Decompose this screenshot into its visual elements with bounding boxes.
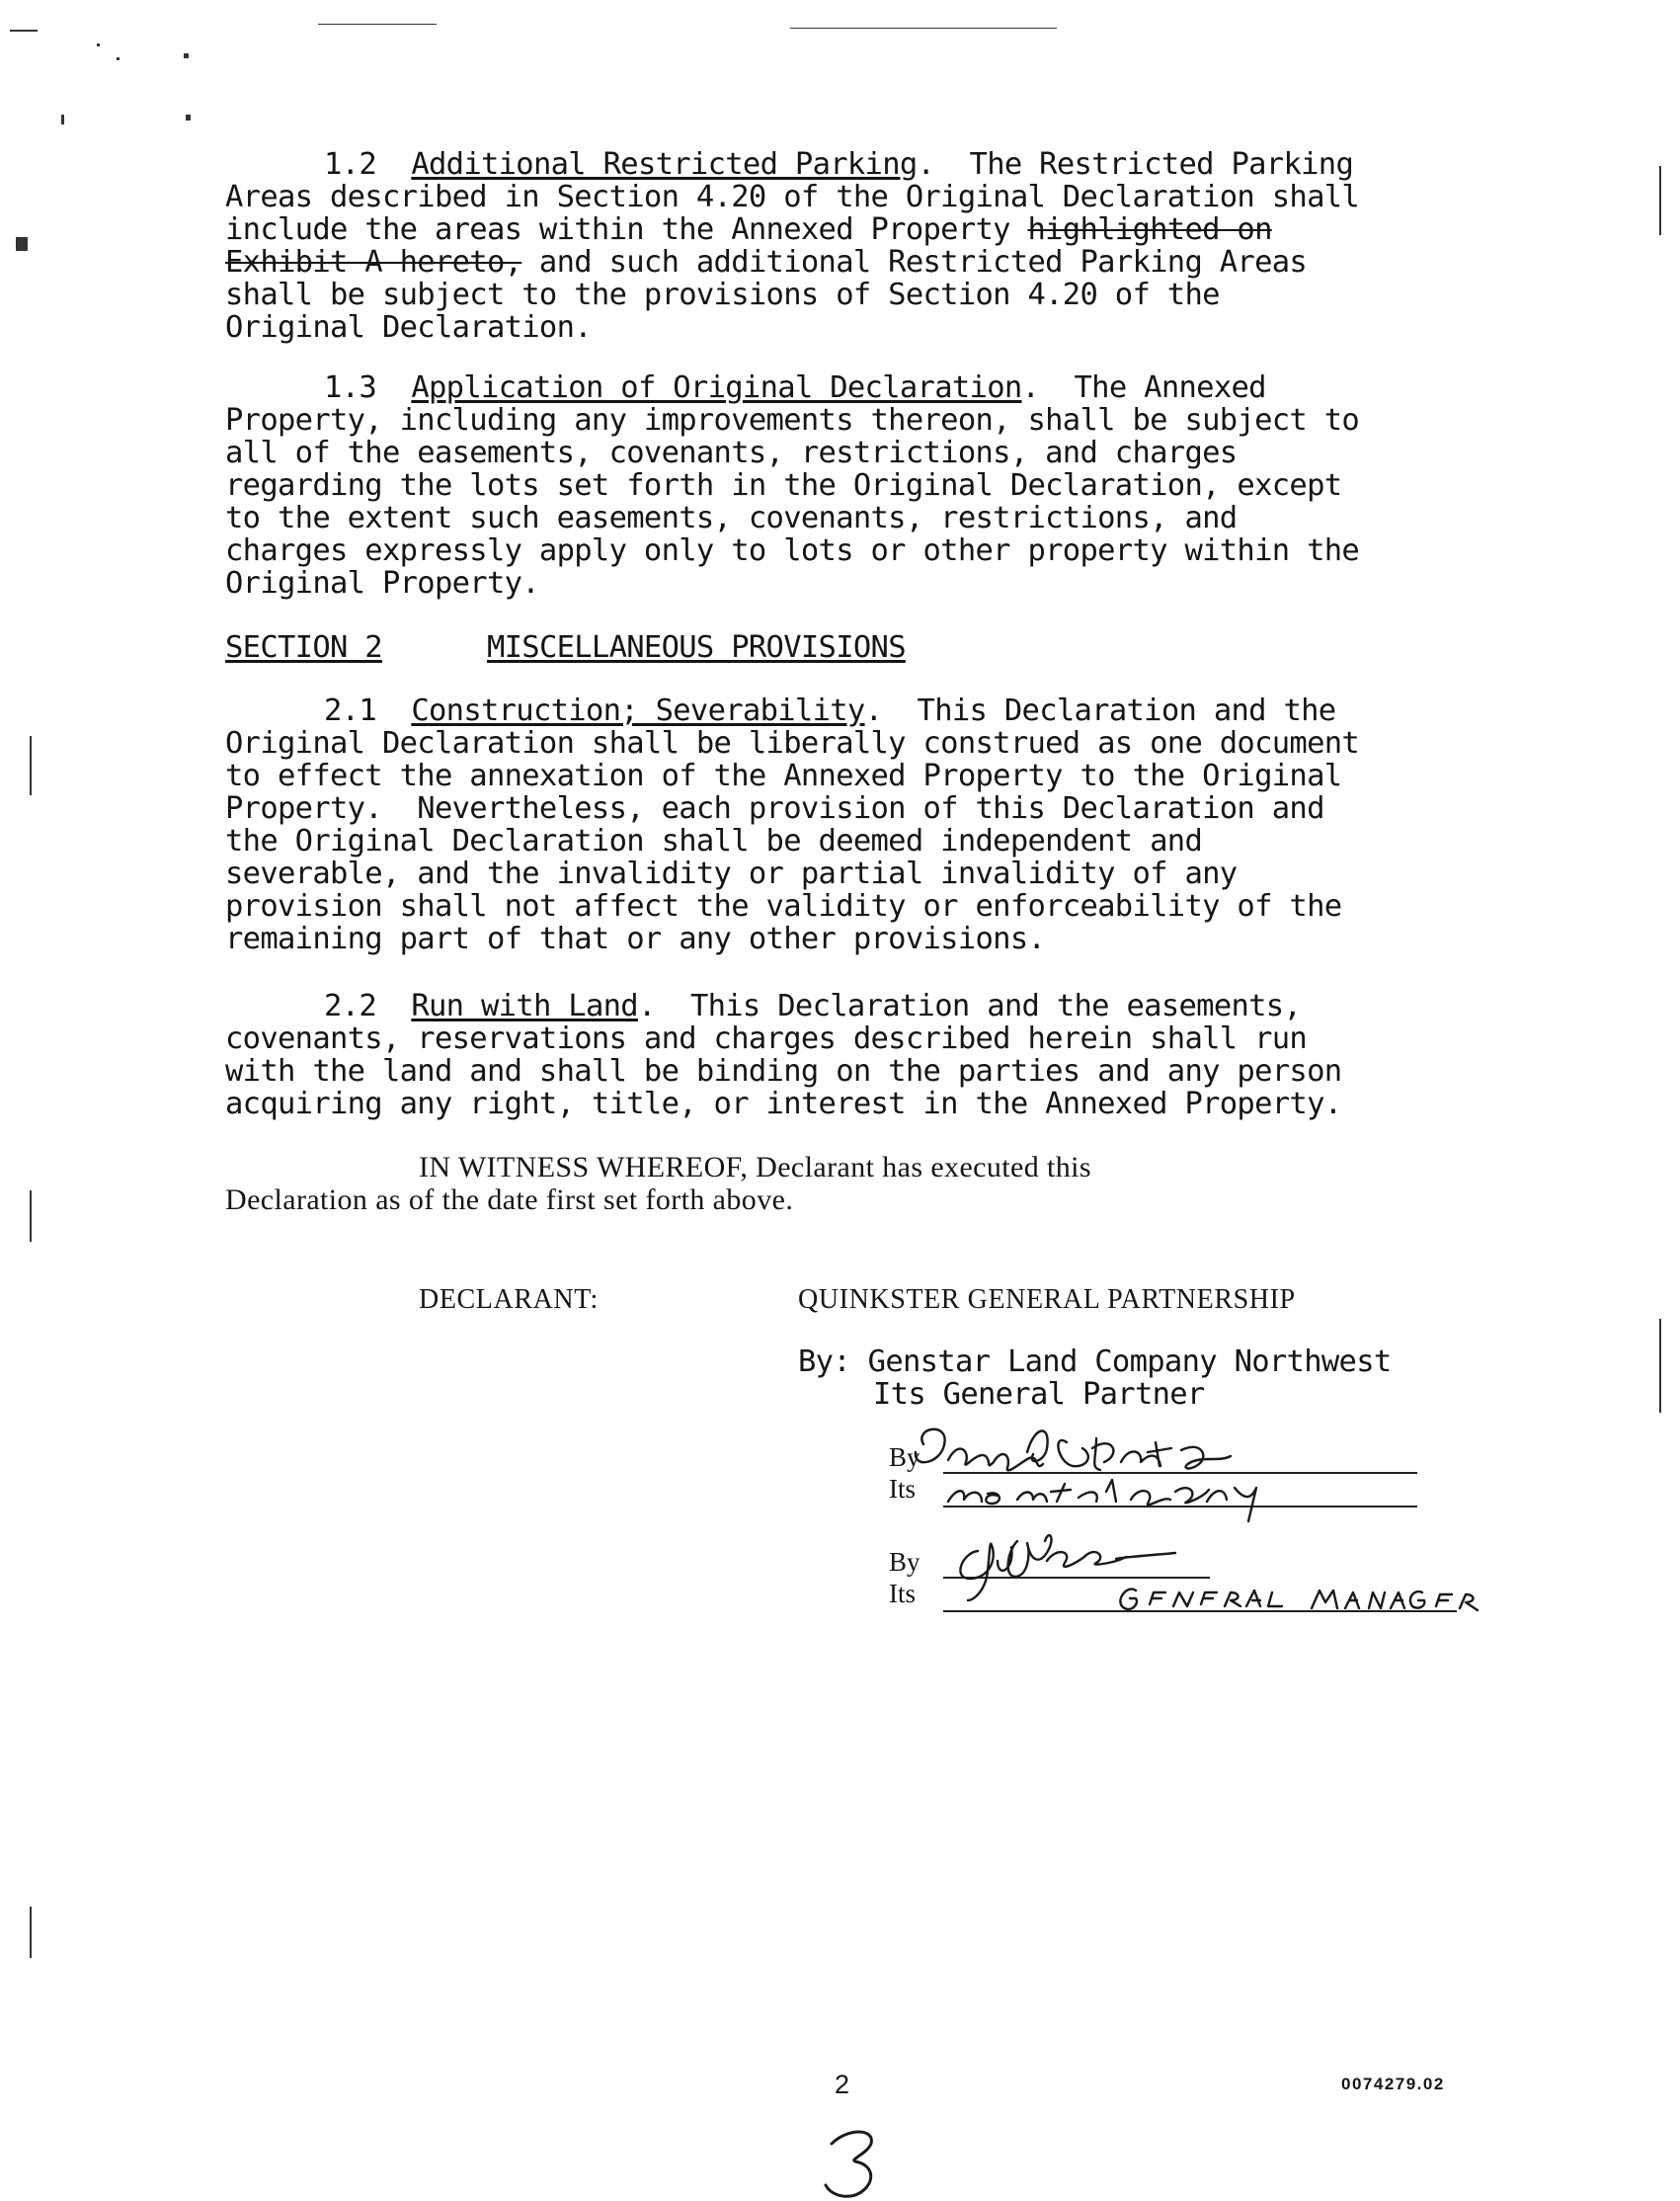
document-id: 0074279.02 bbox=[1341, 2075, 1445, 2093]
section-text: Original Declaration shall be liberally construed as one document bbox=[225, 726, 1360, 761]
section-text: . This Declaration and the easements, bbox=[637, 989, 1302, 1023]
section-title: Additional Restricted Parking bbox=[411, 147, 918, 182]
witness-text: IN WITNESS WHEREOF, Declarant has executed this bbox=[419, 1151, 1091, 1183]
section-text: shall be subject to the provisions of Section 4.20 of the bbox=[225, 278, 1220, 312]
section-text: provision shall not affect the validity or enforceability of the bbox=[225, 889, 1342, 924]
section-number: 1.2 bbox=[324, 147, 376, 182]
section-heading-title: MISCELLANEOUS PROVISIONS bbox=[486, 630, 906, 665]
its-label: Its bbox=[889, 1474, 916, 1504]
section-text: and such additional Restricted Parking Areas bbox=[521, 245, 1308, 280]
signature-1 bbox=[916, 1429, 1231, 1471]
section-text: include the areas within the Annexed Property bbox=[225, 212, 1028, 247]
section-number: 2.2 bbox=[324, 989, 376, 1023]
struck-text: highlighted on bbox=[1027, 212, 1272, 247]
signature-2 bbox=[960, 1535, 1175, 1600]
section-title: Construction; Severability bbox=[411, 693, 865, 728]
declarant-label: DECLARANT: bbox=[419, 1284, 599, 1315]
section-text: covenants, reservations and charges described herein shall run bbox=[225, 1021, 1308, 1056]
section-number: 2.1 bbox=[324, 693, 376, 728]
signature-1-title bbox=[948, 1480, 1256, 1521]
section-label: SECTION 2 bbox=[225, 630, 382, 665]
section-title: Application of Original Declaration bbox=[411, 370, 1022, 405]
witness-text: Declaration as of the date first set forth above. bbox=[225, 1183, 794, 1216]
section-text: Original Property. bbox=[225, 566, 539, 601]
section-text: regarding the lots set forth in the Original Declaration, except bbox=[225, 468, 1342, 503]
section-text: . This Declaration and the bbox=[864, 693, 1336, 728]
section-text: charges expressly apply only to lots or other property within the bbox=[225, 533, 1360, 568]
struck-text: Exhibit A hereto, bbox=[225, 245, 522, 280]
section-text: . The Restricted Parking bbox=[917, 147, 1354, 182]
section-number: 1.3 bbox=[324, 370, 376, 405]
section-text: Original Declaration. bbox=[225, 310, 592, 345]
by-line: By: Genstar Land Company Northwest bbox=[798, 1345, 1392, 1379]
section-text: to effect the annexation of the Annexed Property to the Original bbox=[225, 759, 1342, 793]
by-label: By bbox=[889, 1547, 920, 1577]
section-text: acquiring any right, title, or interest in the Annexed Property. bbox=[225, 1087, 1342, 1121]
section-text: . The Annexed bbox=[1021, 370, 1266, 405]
section-title: Run with Land bbox=[411, 989, 638, 1023]
section-text: Property, including any improvements thereon, shall be subject to bbox=[225, 403, 1360, 438]
section-text: the Original Declaration shall be deemed independent and bbox=[225, 824, 1203, 858]
section-text: Areas described in Section 4.20 of the Original Declaration shall bbox=[225, 180, 1360, 214]
section-text: remaining part of that or any other provisions. bbox=[225, 922, 1046, 956]
signature-2-title bbox=[1120, 1590, 1478, 1610]
role-line: Its General Partner bbox=[873, 1377, 1205, 1412]
section-text: to the extent such easements, covenants, restrictions, and bbox=[225, 501, 1238, 535]
its-label: Its bbox=[889, 1579, 916, 1608]
section-text: all of the easements, covenants, restrictions, and charges bbox=[225, 436, 1238, 470]
by-label: By bbox=[889, 1442, 920, 1472]
partnership-name: QUINKSTER GENERAL PARTNERSHIP bbox=[798, 1284, 1296, 1315]
section-text: with the land and shall be binding on the parties and any person bbox=[225, 1054, 1342, 1089]
page-number: 2 bbox=[835, 2070, 850, 2099]
section-text: severable, and the invalidity or partial invalidity of any bbox=[225, 856, 1238, 891]
handwritten-page-mark bbox=[826, 2132, 871, 2196]
section-text: Property. Nevertheless, each provision of this Declaration and bbox=[225, 791, 1324, 826]
